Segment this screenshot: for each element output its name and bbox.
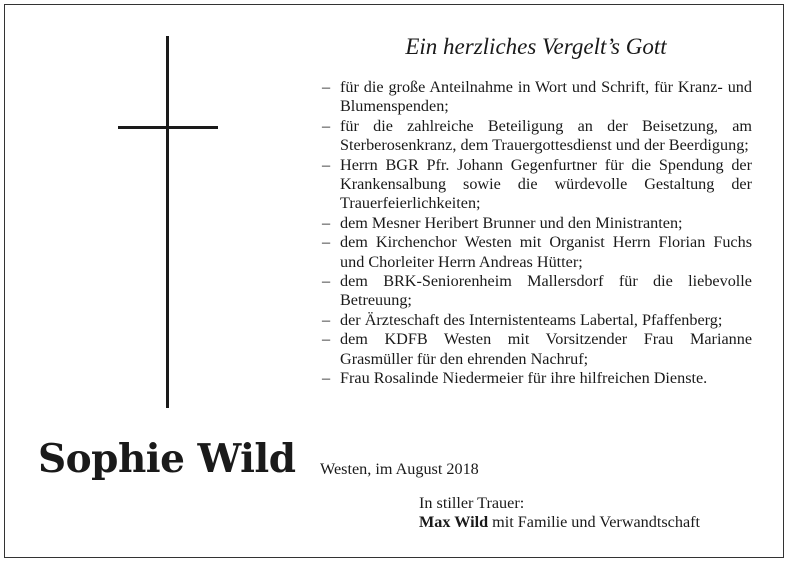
mourner-family: mit Familie und Verwandtschaft: [488, 513, 701, 532]
thanks-item-text: dem Mesner Heribert Brunner und den Ministranten;: [340, 213, 683, 232]
thanks-item-text: dem Kirchenchor Westen mit Organist Herrn Florian Fuchs und Chorleiter Herrn Andreas Hütter;: [340, 233, 752, 271]
thanks-item-1: [322, 78, 752, 117]
list-dash: –: [322, 272, 331, 291]
list-dash: –: [322, 330, 331, 349]
thanks-item-text: für die große Anteilnahme in Wort und Schrift, für Kranz- und Blumenspenden;: [340, 78, 752, 116]
thanks-item-5: [322, 233, 752, 272]
cross-horizontal-bar: [118, 126, 218, 129]
list-dash: –: [322, 233, 331, 252]
mourners-line: [419, 513, 700, 532]
mourning-label: In stiller Trauer:: [419, 494, 525, 512]
thanks-item-7: [322, 311, 752, 330]
list-dash: –: [322, 310, 331, 329]
thanks-item-6: [322, 272, 752, 311]
thanks-item-text: dem KDFB Westen mit Vorsitzender Frau Marianne Grasmüller für den ehrenden Nachruf;: [340, 330, 752, 368]
list-dash: –: [322, 213, 331, 232]
deceased-name: Sophie Wild: [38, 436, 296, 482]
thanks-item-text: dem BRK-Seniorenheim Mallersdorf für die liebevolle Betreuung;: [340, 272, 752, 310]
thanks-item-text: Frau Rosalinde Niedermeier für ihre hilfreichen Dienste.: [340, 369, 708, 388]
mourning-signature: [419, 494, 700, 533]
thanks-item-2: [322, 117, 752, 156]
list-dash: –: [322, 78, 331, 96]
thanks-item-9: [322, 369, 752, 388]
thanks-item-text: der Ärzteschaft des Internistenteams Labertal, Pfaffenberg;: [340, 310, 723, 329]
thanks-item-4: [322, 214, 752, 233]
thanks-list: [322, 78, 752, 389]
list-dash: –: [322, 155, 331, 174]
thanks-item-text: Herrn BGR Pfr. Johann Gegenfurtner für die Spendung der Krankensalbung sowie die würdevolle Gestaltung der Trauerfeierlichkeiten;: [340, 155, 752, 213]
thanks-item-8: [322, 330, 752, 369]
cross-vertical-bar: [166, 36, 169, 408]
list-dash: –: [322, 116, 331, 135]
thanks-item-text: für die zahlreiche Beteiligung an der Beisetzung, am Sterberosenkranz, dem Trauergottesdienst und der Beerdigung;: [340, 116, 752, 155]
mourner-name: Max Wild: [419, 513, 489, 532]
thanks-heading: Ein herzliches Vergelt’s Gott: [405, 34, 667, 59]
thanks-item-3: [322, 156, 752, 214]
place-and-date: Westen, im August 2018: [320, 460, 479, 478]
list-dash: –: [322, 369, 331, 388]
